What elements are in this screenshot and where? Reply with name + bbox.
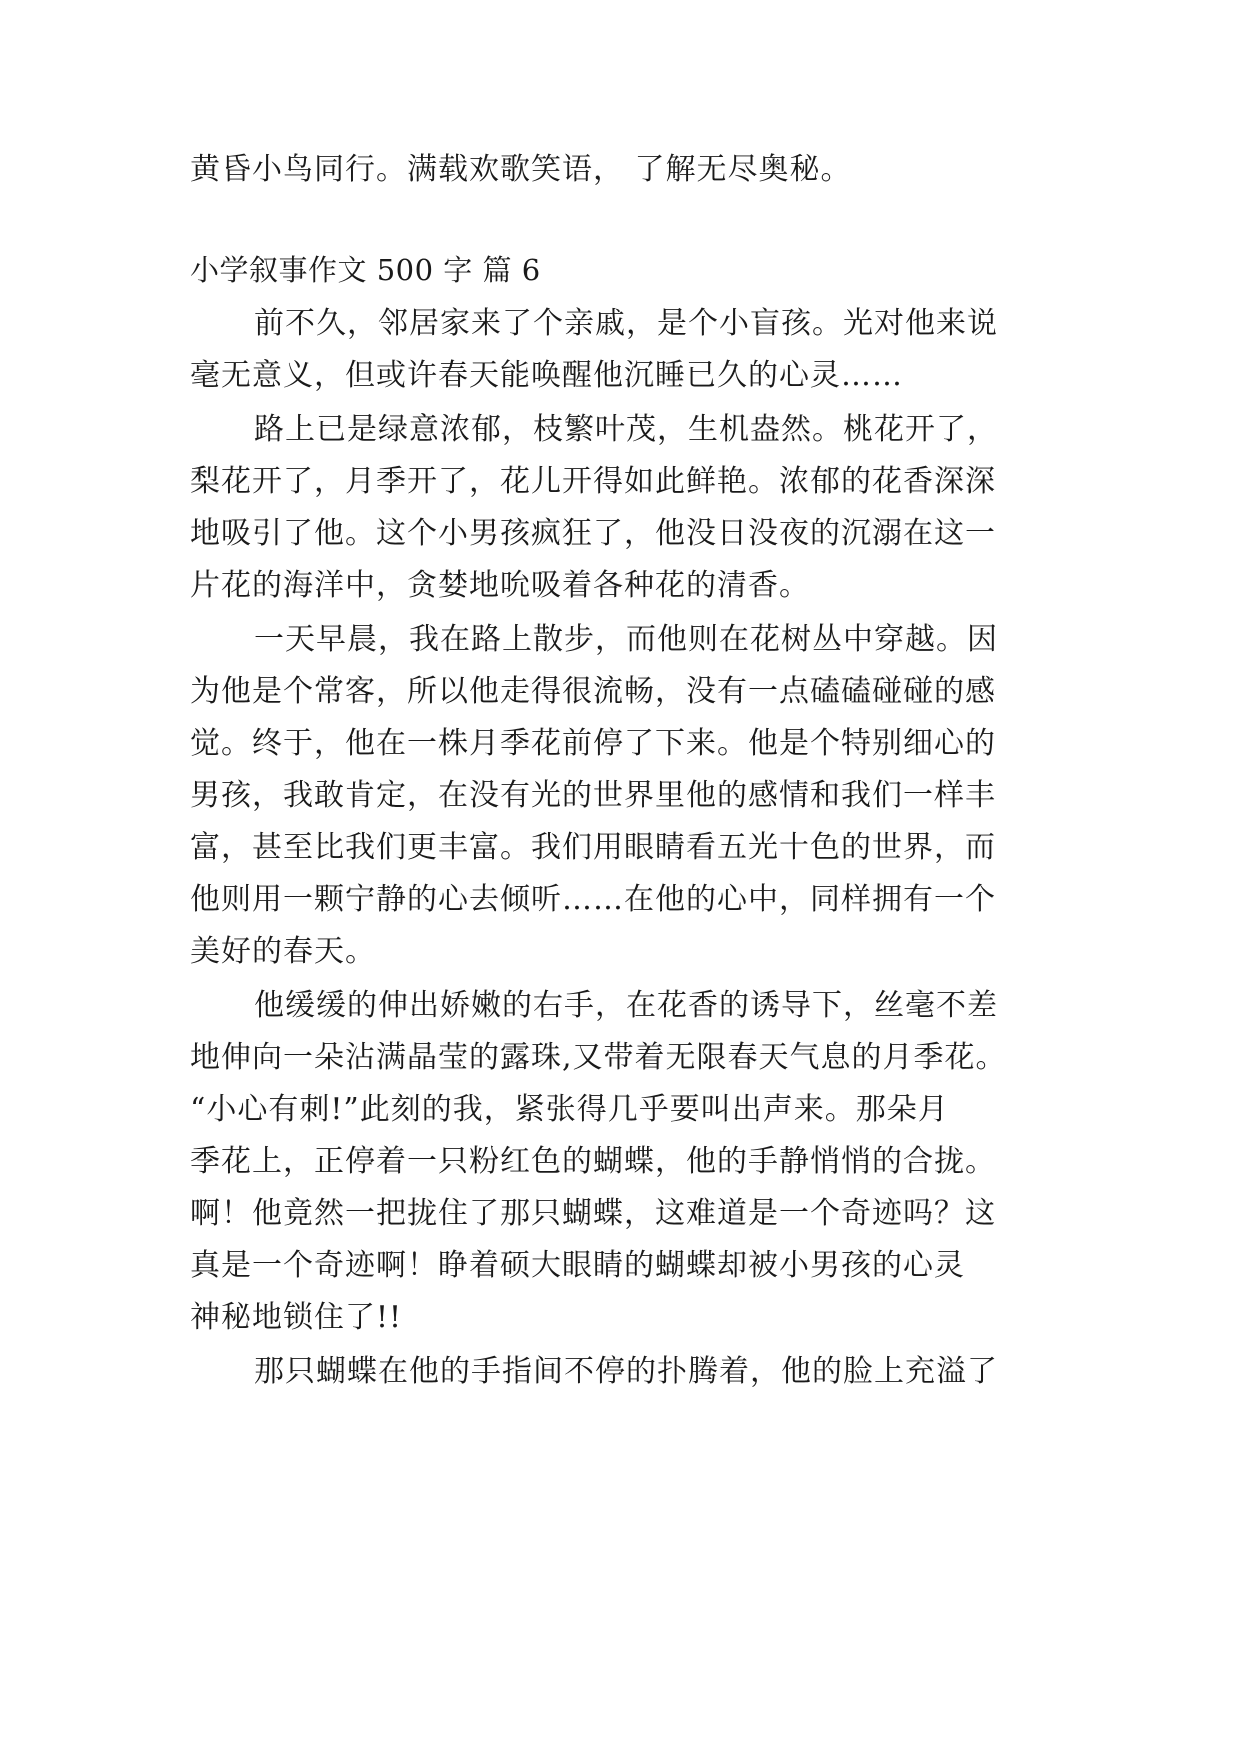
paragraph-3-line-7: 美好的春天。: [190, 934, 376, 969]
paragraph-4-line-6: 真是一个奇迹啊！睁着硕大眼睛的蝴蝶却被小男孩的心灵: [190, 1248, 965, 1283]
paragraph-4-line-2: 地伸向一朵沾满晶莹的露珠,又带着无限春天气息的月季花。: [190, 1040, 1007, 1075]
paragraph-4-line-1: 他缓缓的伸出娇嫩的右手，在花香的诱导下，丝毫不差: [254, 988, 998, 1023]
paragraph-3-line-4: 男孩，我敢肯定，在没有光的世界里他的感情和我们一样丰: [190, 778, 996, 813]
paragraph-3-line-1: 一天早晨，我在路上散步，而他则在花树丛中穿越。因: [254, 622, 998, 657]
intro-line: 黄昏小鸟同行。满载欢歌笑语， 了解无尽奥秘。: [190, 152, 852, 187]
paragraph-3-line-6: 他则用一颗宁静的心去倾听……在他的心中，同样拥有一个: [190, 882, 996, 917]
paragraph-4-line-3: “小心有刺!”此刻的我，紧张得几乎要叫出声来。那朵月: [190, 1092, 949, 1127]
paragraph-5-line-1: 那只蝴蝶在他的手指间不停的扑腾着，他的脸上充溢了: [254, 1354, 998, 1389]
paragraph-2-line-4: 片花的海洋中，贪婪地吮吸着各种花的清香。: [190, 568, 810, 603]
paragraph-1-line-2: 毫无意义，但或许春天能唤醒他沉睡已久的心灵……: [190, 358, 903, 393]
paragraph-2-line-1: 路上已是绿意浓郁，枝繁叶茂，生机盎然。桃花开了，: [254, 412, 998, 447]
paragraph-3-line-3: 觉。终于，他在一株月季花前停了下来。他是个特别细心的: [190, 726, 996, 761]
paragraph-2-line-3: 地吸引了他。这个小男孩疯狂了，他没日没夜的沉溺在这一: [190, 516, 996, 551]
paragraph-4-line-4: 季花上，正停着一只粉红色的蝴蝶，他的手静悄悄的合拢。: [190, 1144, 996, 1179]
section-heading: 小学叙事作文 500 字 篇 6: [190, 253, 541, 287]
paragraph-3-line-5: 富，甚至比我们更丰富。我们用眼睛看五光十色的世界，而: [190, 830, 996, 865]
paragraph-2-line-2: 梨花开了，月季开了，花儿开得如此鲜艳。浓郁的花香深深: [190, 464, 996, 499]
paragraph-4-line-7: 神秘地锁住了!!: [190, 1300, 403, 1335]
paragraph-1-line-1: 前不久，邻居家来了个亲戚，是个小盲孩。光对他来说: [254, 306, 998, 341]
paragraph-4-line-5: 啊！他竟然一把拢住了那只蝴蝶，这难道是一个奇迹吗？这: [190, 1196, 996, 1231]
paragraph-3-line-2: 为他是个常客，所以他走得很流畅，没有一点磕磕碰碰的感: [190, 674, 996, 709]
